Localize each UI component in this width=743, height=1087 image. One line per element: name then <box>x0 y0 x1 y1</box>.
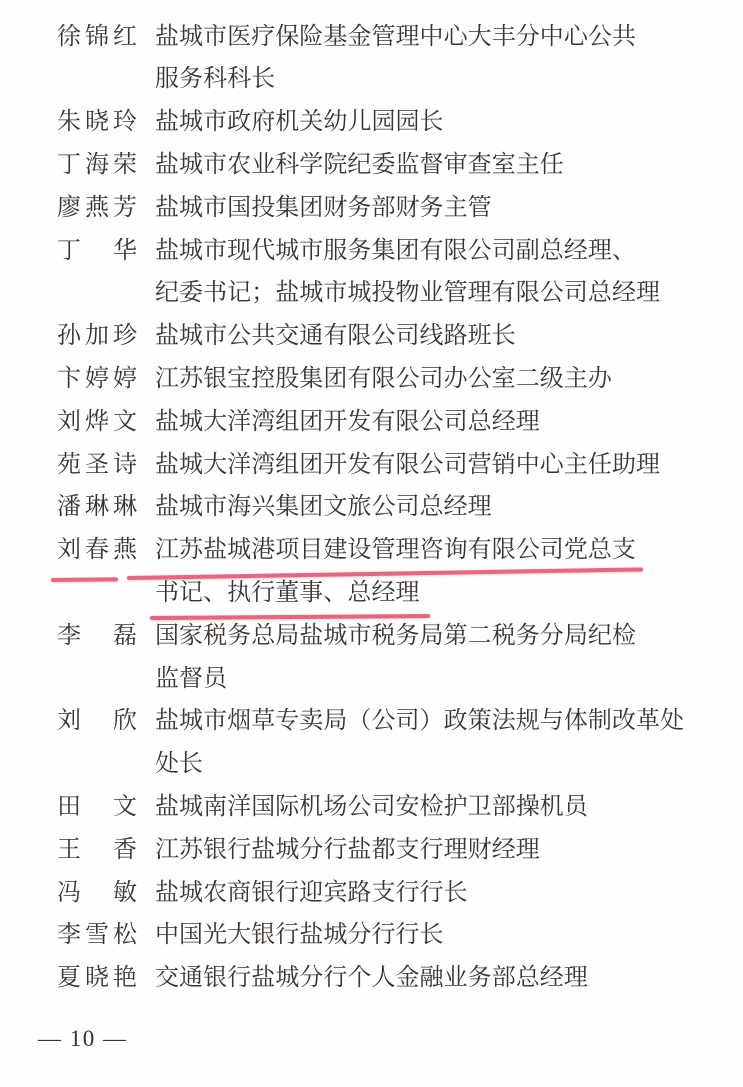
page-number: — 10 — <box>38 1026 128 1051</box>
roster-entry-row <box>57 786 717 829</box>
page-footer <box>38 1024 128 1054</box>
roster-entry-row <box>57 401 717 444</box>
roster-entry-row <box>57 101 717 144</box>
roster-entry-row <box>57 230 717 316</box>
position-title <box>155 615 636 701</box>
person-name: 朱晓玲 <box>57 109 137 136</box>
roster-entry-row <box>57 957 717 1000</box>
roster-entry-row <box>57 358 717 401</box>
title-line: 处长 <box>155 751 204 778</box>
person-name: 刘烨文 <box>57 408 137 435</box>
person-name: 苑圣诗 <box>57 451 137 478</box>
person-name: 刘 欣 <box>57 708 137 735</box>
title-line: 盐城市国投集团财务部财务主管 <box>155 194 492 221</box>
roster-entry-row <box>57 486 717 529</box>
title-line: 纪委书记；盐城市城投物业管理有限公司总经理 <box>155 280 661 307</box>
roster-entry-row <box>57 872 717 915</box>
position-title <box>155 786 588 829</box>
person-name: 刘春燕 <box>57 537 137 564</box>
roster-entry-row <box>57 615 717 701</box>
roster-entry-row <box>57 700 717 786</box>
title-line: 交通银行盐城分行个人金融业务部总经理 <box>155 965 588 992</box>
roster-entry-row <box>57 914 717 957</box>
person-name: 田 文 <box>57 793 137 820</box>
position-title <box>155 315 516 358</box>
person-name: 李 磊 <box>57 622 137 649</box>
person-name: 卞婷婷 <box>57 365 137 392</box>
person-name: 冯 敏 <box>57 879 137 906</box>
title-line: 盐城市公共交通有限公司线路班长 <box>155 323 516 350</box>
roster-entry-row <box>57 829 717 872</box>
position-title <box>155 957 588 1000</box>
person-name: 丁海荣 <box>57 151 137 178</box>
person-name: 孙加珍 <box>57 323 137 350</box>
title-line: 盐城市现代城市服务集团有限公司副总经理、 <box>155 237 636 264</box>
title-line: 监督员 <box>155 665 228 692</box>
position-title <box>155 486 492 529</box>
title-line: 国家税务总局盐城市税务局第二税务分局纪检 <box>155 622 636 649</box>
position-title <box>155 144 564 187</box>
person-name: 李雪松 <box>57 922 137 949</box>
position-title <box>155 914 444 957</box>
title-line: 盐城市烟草专卖局（公司）政策法规与体制改革处 <box>155 708 685 735</box>
title-line: 盐城市海兴集团文旅公司总经理 <box>155 494 492 521</box>
position-title <box>155 829 540 872</box>
title-line: 盐城大洋湾组团开发有限公司营销中心主任助理 <box>155 451 661 478</box>
title-line: 盐城农商银行迎宾路支行行长 <box>155 879 468 906</box>
roster-entry-row <box>57 315 717 358</box>
title-line: 江苏银行盐城分行盐都支行理财经理 <box>155 836 540 863</box>
title-line: 江苏盐城港项目建设管理咨询有限公司党总支 <box>155 537 636 564</box>
position-title <box>155 101 444 144</box>
title-line: 盐城市农业科学院纪委监督审查室主任 <box>155 151 564 178</box>
position-title <box>155 230 660 316</box>
person-name: 廖燕芳 <box>57 194 137 221</box>
title-line: 盐城市医疗保险基金管理中心大丰分中心公共 <box>155 23 636 50</box>
title-line: 服务科科长 <box>155 66 276 93</box>
person-name: 潘琳琳 <box>57 494 137 521</box>
position-title <box>155 401 540 444</box>
title-line: 盐城市政府机关幼儿园园长 <box>155 109 444 136</box>
person-name: 王 香 <box>57 836 137 863</box>
roster-entry-row <box>57 144 717 187</box>
person-name: 夏晓艳 <box>57 965 137 992</box>
position-title <box>155 16 636 102</box>
title-line: 书记、执行董事、总经理 <box>155 579 420 606</box>
roster-entry-row <box>57 187 717 230</box>
position-title <box>155 358 612 401</box>
position-title <box>155 444 660 487</box>
roster-entry-row <box>57 444 717 487</box>
red-underline-name <box>51 577 118 581</box>
person-name: 徐锦红 <box>57 23 137 50</box>
person-name: 丁 华 <box>57 237 137 264</box>
title-line: 中国光大银行盐城分行行长 <box>155 922 444 949</box>
title-line: 江苏银宝控股集团有限公司办公室二级主办 <box>155 365 612 392</box>
position-title <box>155 700 684 786</box>
title-line: 盐城大洋湾组团开发有限公司总经理 <box>155 408 540 435</box>
position-title <box>155 872 468 915</box>
award-roster-list <box>57 16 717 1000</box>
roster-entry-row <box>57 16 717 102</box>
position-title <box>155 187 492 230</box>
title-line: 盐城南洋国际机场公司安检护卫部操机员 <box>155 793 588 820</box>
